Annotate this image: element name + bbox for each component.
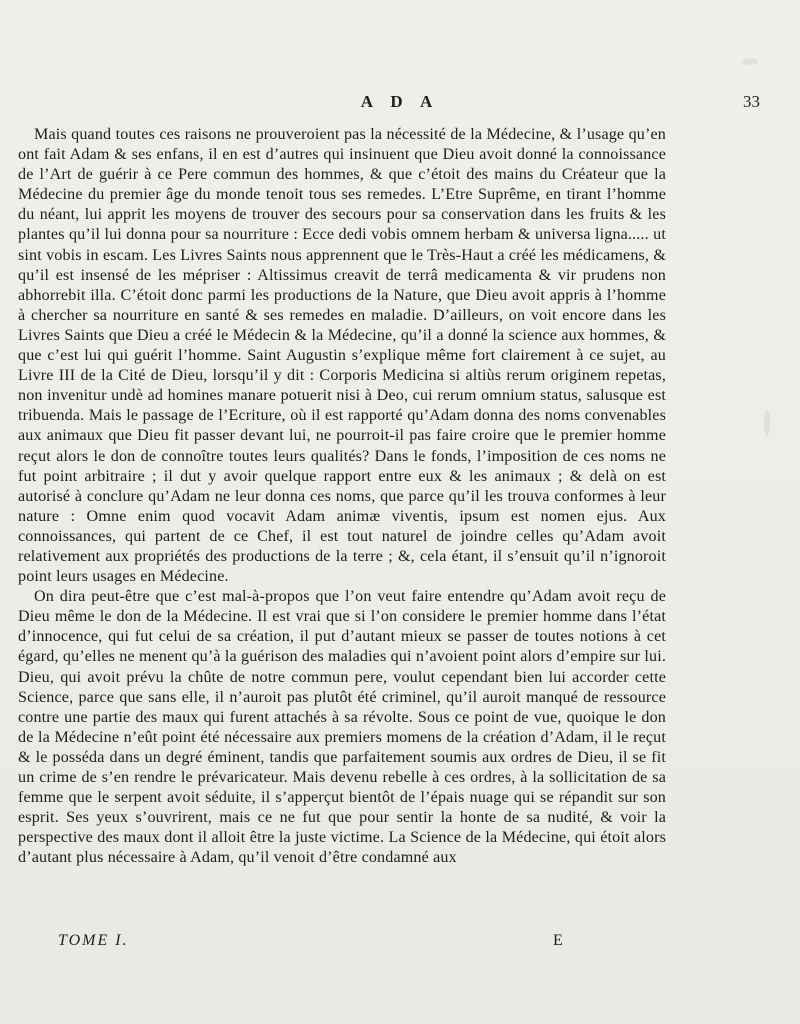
- running-title: A D A: [360, 92, 440, 111]
- body-text: [18, 125, 666, 868]
- paper-stain: [742, 58, 758, 65]
- paragraph-1: Mais quand toutes ces raisons ne prouveroient pas la nécessité de la Médecine, & l’usage qu’en ont fait Adam & ses enfans, il en est d’autres qui insinuent que Dieu avoit donné la connoissance de l’Art de guérir à ce Pere commun des hommes, & que c’étoit des mains du Créateur que la Médecine du premier âge du monde tenoit tous ses remedes. L’Etre Suprême, en tirant l’homme du néant, lui apprit les moyens de trouver des secours pour sa conservation dans les fruits & les plantes qu’il lui donna pour sa nourriture : Ecce dedi vobis omnem herbam & universa ligna..... ut sint vobis in escam. Les Livres Saints nous apprennent que le Très-Haut a créé les médicamens, & qu’il est insensé de les mépriser : Altissimus creavit de terrâ medicamenta & vir prudens non abhorrebit illa. C’étoit donc parmi les productions de la Nature, que Dieu avoit appris à l’homme à chercher sa nourriture en santé & ses remedes en maladie. D’ailleurs, on voit encore dans les Livres Saints que Dieu a créé le Médecin & la Médecine, qu’il a donné la science aux hommes, & que c’est lui qui guérit l’homme. Saint Augustin s’explique même fort clairement à ce sujet, au Livre III de la Cité de Dieu, lorsqu’il y dit : Corporis Medicina si altiùs rerum originem repetas, non invenitur undè ad homines manare potuerit nisi à Deo, cui rerum omnium status, salusque est tribuenda. Mais le passage de l’Ecriture, où il est rapporté qu’Adam donna des noms convenables aux animaux que Dieu fit passer devant lui, ne pourroit-il pas faire croire que le premier homme reçut alors le don de connoître toutes leurs qualités? Dans le fonds, l’imposition de ces noms ne fut point arbitraire ; il dut y avoir quelque rapport entre eux & les animaux ; & delà on est autorisé à conclure qu’Adam ne leur donna ces noms, que parce qu’il les trouva conformes à leur nature : Omne enim quod vocavit Adam animæ viventis, ipsum est nomen ejus. Aux connoissances, qui partent de ce Chef, il est tout naturel de joindre celles qu’Adam avoit relativement aux propriétés des productions de la terre ; &, cela étant, il s’ensuit qu’il n’ignoroit point leurs usages en Médecine.: [18, 126, 666, 586]
- page-number: 33: [743, 92, 760, 111]
- page-header: [0, 92, 800, 116]
- signature-mark: E: [553, 932, 563, 949]
- page-footer: [58, 932, 598, 954]
- paper-stain: [764, 410, 770, 436]
- paragraph-2: On dira peut-être que c’est mal-à-propos que l’on veut faire entendre qu’Adam avoit reçu de Dieu même le don de la Médecine. Il est vrai que si l’on considere le premier homme dans l’état d’innocence, qui fut celui de sa création, il put d’autant mieux se passer de toutes notions à cet égard, qu’elles ne menent qu’à la guérison des maladies qui n’avoient point alors d’empire sur lui. Dieu, qui avoit prévu la chûte de notre commun pere, voulut cependant bien lui accorder cette Science, parce que sans elle, il n’auroit pas plutôt été criminel, qu’il auroit manqué de ressource contre une partie des maux qui furent attachés à sa révolte. Sous ce point de vue, quoique le don de la Médecine n’eût point été nécessaire aux premiers momens de la création d’Adam, il le reçut & le posséda dans un degré éminent, tandis que parfaitement soumis aux ordres de Dieu, il se fit un crime de s’en rendre le prévaricateur. Mais devenu rebelle à ces ordres, à la sollicitation de sa femme que le serpent avoit séduite, il s’apperçut bientôt de l’épais nuage qui se répandit sur son esprit. Ses yeux s’ouvrirent, mais ce ne fut que pour sentir la honte de sa nudité, & voir la perspective des maux dont il alloit être la juste victime. La Science de la Médecine, qui étoit alors d’autant plus nécessaire à Adam, qu’il venoit d’être condamné aux: [18, 588, 666, 867]
- volume-label: TOME I.: [58, 932, 129, 949]
